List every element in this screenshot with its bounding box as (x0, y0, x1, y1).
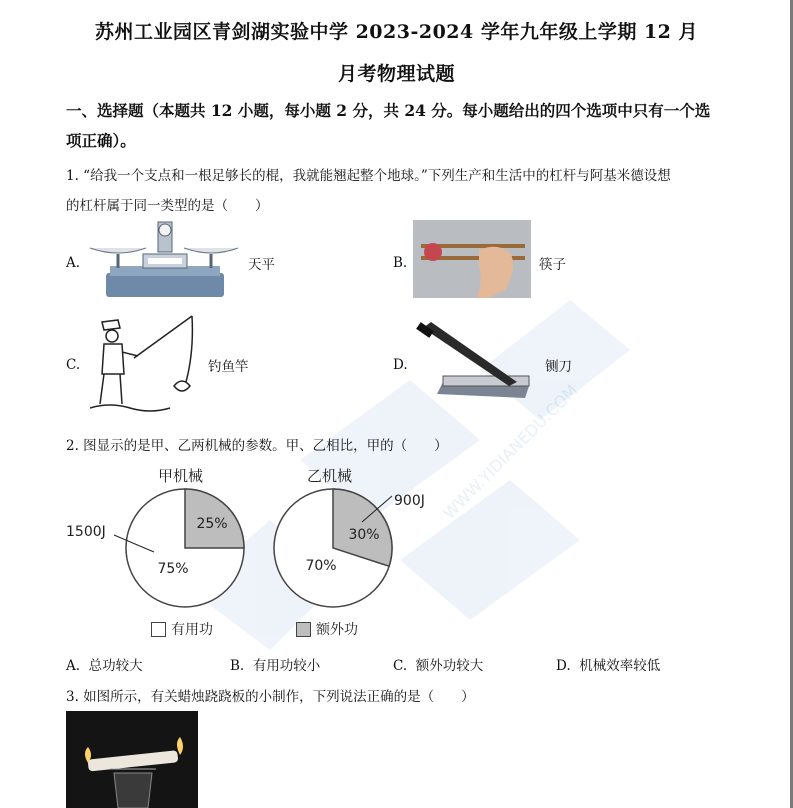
fishing-rod-image (90, 312, 202, 414)
q1-option-b-letter: B. (393, 255, 408, 271)
q2-option-c-label: 额外功较大 (415, 658, 484, 674)
section-heading-line2: 项正确）。 (66, 131, 136, 150)
chopsticks-image (413, 220, 531, 298)
annotation-yi: 900J (394, 493, 425, 509)
q1-option-c-label: 钓鱼竿 (208, 359, 249, 375)
q2-option-b-label: 有用功较小 (252, 658, 321, 674)
candle-seesaw-image (66, 711, 198, 808)
q1-option-b-label: 筷子 (539, 257, 566, 273)
legend-extra-swatch (296, 622, 311, 637)
legend-useful-swatch (151, 622, 166, 637)
annotation-jia: 1500J (66, 524, 106, 540)
q2-option-d (556, 654, 660, 674)
q1-option-d-label: 铡刀 (545, 359, 572, 375)
q2-option-a-label: 总功较大 (88, 658, 143, 674)
balance-scale-image (88, 218, 240, 300)
q2-option-c-letter: C. (393, 658, 408, 674)
q2-option-a (66, 654, 143, 674)
watermark-text: WWW.YIDIANEDU.COM (439, 380, 582, 523)
q1-option-a-letter: A. (66, 255, 81, 271)
q1-text-line1: 1. “给我一个支点和一根足够长的棍，我就能翘起整个地球。”下列生产和生活中的杠杆与阿基米德设想 (66, 168, 671, 184)
paper-cutter-image (413, 322, 531, 402)
q1-text-line2: 的杠杆属于同一类型的是（ ） (66, 198, 269, 214)
q2-option-a-letter: A. (66, 658, 81, 674)
q1-option-c-letter: C. (66, 357, 81, 373)
pie-yi-title: 乙机械 (307, 467, 353, 485)
q2-option-d-letter: D. (556, 658, 571, 674)
legend-useful (151, 619, 213, 639)
pie-label-useful: 70% (305, 558, 337, 574)
exam-title-line1: 苏州工业园区青剑湖实验中学 2023-2024 学年九年级上学期 12 月 (94, 21, 699, 43)
q1-option-a-label: 天平 (248, 257, 275, 273)
pie-label-useful: 75% (157, 561, 189, 577)
q2-option-d-label: 机械效率较低 (579, 658, 661, 674)
pie-label-extra: 30% (348, 527, 380, 543)
legend-useful-label: 有用功 (171, 622, 213, 638)
q2-option-c (393, 654, 483, 674)
q2-text: 2. 图显示的是甲、乙两机械的参数。甲、乙相比，甲的（ ） (66, 438, 448, 454)
legend-extra (296, 619, 358, 639)
pie-charts (60, 480, 480, 620)
q3-text: 3. 如图所示，有关蜡烛跷跷板的小制作，下列说法正确的是（ ） (66, 689, 475, 705)
q2-option-b-letter: B. (230, 658, 245, 674)
section-heading-line1: 一、选择题（本题共 12 小题，每小题 2 分，共 24 分。每小题给出的四个选项中只有一个选 (66, 101, 711, 120)
q1-option-d-letter: D. (393, 357, 408, 373)
exam-title-line2: 月考物理试题 (337, 63, 455, 85)
legend-extra-label: 额外功 (316, 622, 358, 638)
q2-option-b (230, 654, 320, 674)
pie-label-extra: 25% (196, 516, 228, 532)
pie-jia-title: 甲机械 (158, 467, 204, 485)
